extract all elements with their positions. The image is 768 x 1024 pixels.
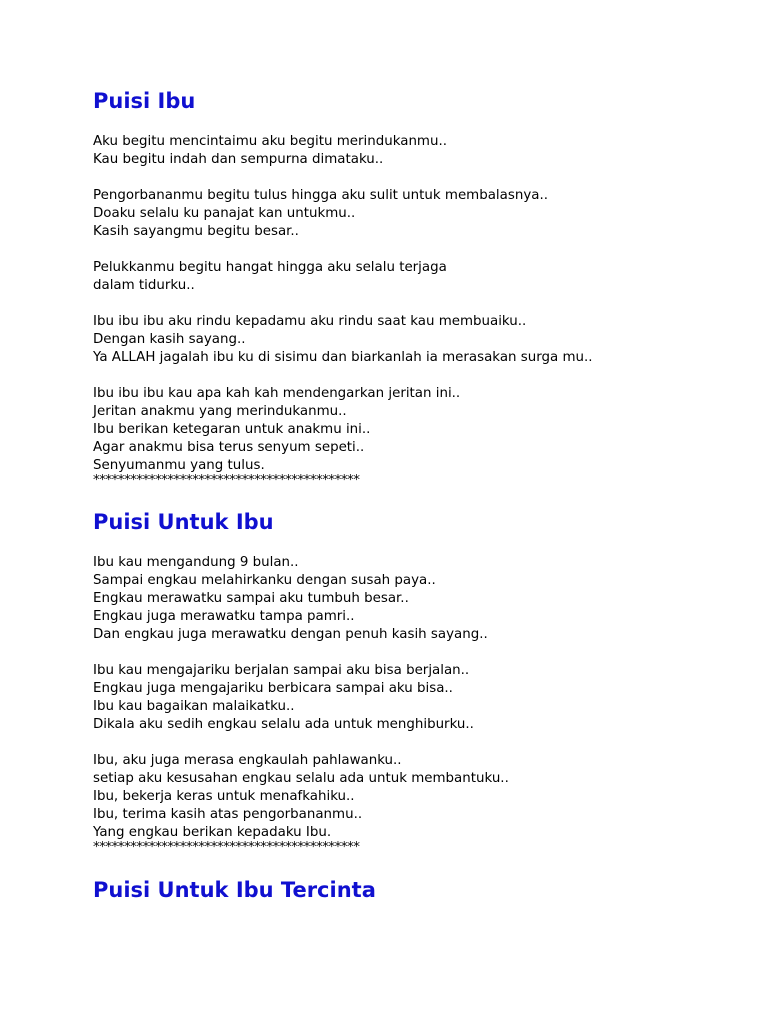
poem-line: Ibu, bekerja keras untuk menafkahiku.. [93,789,355,804]
poem-line: Ibu berikan ketegaran untuk anakmu ini.. [93,422,371,437]
poem-line: Engkau merawatku sampai aku tumbuh besar.. [93,591,409,606]
poem-line: Engkau juga merawatku tampa pamri.. [93,609,355,624]
poem-line: setiap aku kesusahan engkau selalu ada untuk membantuku.. [93,771,509,786]
poem-line: Ibu kau mengandung 9 bulan.. [93,555,299,570]
stanza [93,313,593,367]
stanza [93,662,509,734]
poem-line: Jeritan anakmu yang merindukanmu.. [93,404,347,419]
poem-line: Ibu kau mengajariku berjalan sampai aku bisa berjalan.. [93,663,470,678]
poem-line: Dengan kasih sayang.. [93,332,246,347]
poem-title: Puisi Untuk Ibu [93,510,274,534]
poem-line: Dan engkau juga merawatku dengan penuh kasih sayang.. [93,627,488,642]
stanza [93,385,593,475]
poem-line: Pengorbananmu begitu tulus hingga aku sulit untuk membalasnya.. [93,188,548,203]
poem-line: Kasih sayangmu begitu besar.. [93,224,299,239]
poem-puisi-ibu [93,89,195,113]
poem-line: Ibu kau bagaikan malaikatku.. [93,699,295,714]
stanza [93,259,593,295]
poem-line: Ibu, aku juga merasa engkaulah pahlawanku.. [93,753,402,768]
poem-line: Dikala aku sedih engkau selalu ada untuk menghiburku.. [93,717,474,732]
poem-line: dalam tidurku.. [93,278,195,293]
poem-line: Kau begitu indah dan sempurna dimataku.. [93,152,384,167]
poem-line: Senyumanmu yang tulus. [93,458,265,473]
poem-line: Ibu ibu ibu kau apa kah kah mendengarkan jeritan ini.. [93,386,461,401]
stanza [93,187,593,241]
asterisk-separator: ******************************************* [93,840,360,855]
poem-title: Puisi Untuk Ibu Tercinta [93,878,376,902]
stanza [93,133,593,169]
poem-line: Engkau juga mengajariku berbicara sampai aku bisa.. [93,681,453,696]
poem-line: Agar anakmu bisa terus senyum sepeti.. [93,440,365,455]
asterisk-separator: ******************************************* [93,473,360,488]
poem-body [93,133,593,487]
poem-line: Sampai engkau melahirkanku dengan susah paya.. [93,573,436,588]
poem-line: Ibu ibu ibu aku rindu kepadamu aku rindu saat kau membuaiku.. [93,314,527,329]
poem-line: Ya ALLAH jagalah ibu ku di sisimu dan biarkanlah ia merasakan surga mu.. [93,350,593,365]
poem-puisi-untuk-ibu-tercinta [93,878,376,902]
poem-line: Ibu, terima kasih atas pengorbananmu.. [93,807,363,822]
poem-line: Aku begitu mencintaimu aku begitu merindukanmu.. [93,134,447,149]
poem-body [93,554,509,854]
poem-line: Pelukkanmu begitu hangat hingga aku selalu terjaga [93,260,447,275]
stanza [93,554,509,644]
stanza [93,752,509,842]
poem-title: Puisi Ibu [93,89,196,113]
poem-puisi-untuk-ibu [93,510,274,534]
poem-line: Doaku selalu ku panajat kan untukmu.. [93,206,356,221]
poem-line: Yang engkau berikan kepadaku Ibu. [93,825,332,840]
